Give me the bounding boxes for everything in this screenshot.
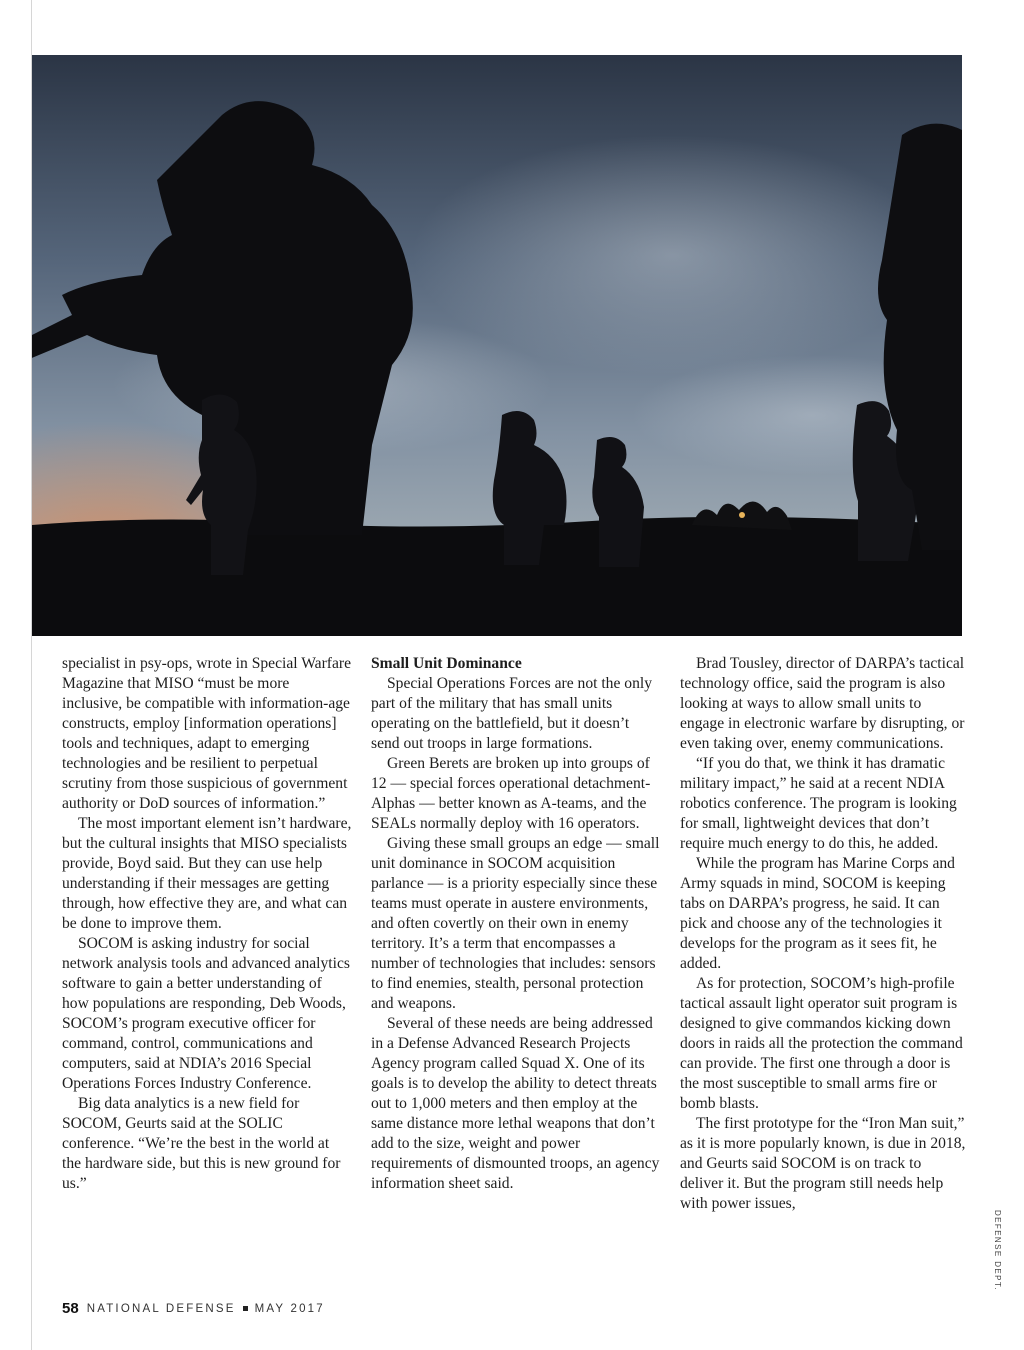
paragraph: Big data analytics is a new field for SOCOM, Geurts said at the SOLIC conference. “We’re the best in the world at the hardware side, but this is new ground for us.” <box>62 1095 341 1192</box>
paragraph: SOCOM is asking industry for social network analysis tools and advanced analytics software to gain a better understanding of how populations are responding, Deb Woods, SOCOM’s program executive officer for command, control, communications and computers, said at NDIA’s 2016 Special Operations Forces Industry Conference. <box>62 935 350 1092</box>
paragraph: Giving these small groups an edge — small unit dominance in SOCOM acquisition parlance — is a priority especially since these teams must operate in austere environments, and often covertly on their own in enemy territory. It’s a term that encompasses a number of technologies that includes: sensors to find enemies, stealth, personal protection and weapons. <box>371 835 660 1012</box>
issue-date: MAY 2017 <box>254 1302 325 1315</box>
page-number: 58 <box>62 1300 79 1317</box>
separator-square-icon <box>243 1306 248 1311</box>
article-column-3 <box>680 654 966 1214</box>
paragraph: specialist in psy-ops, wrote in Special Warfare Magazine that MISO “must be more inclusive, be compatible with information-age constructs, employ [information operations] tools and techniques, adapt to emerging technologies and be resilient to perpetual scrutiny from those suspicious of government authority or DoD sources of information.” <box>62 655 352 812</box>
soldiers-silhouette-photo <box>32 55 962 636</box>
paragraph: The most important element isn’t hardware, but the cultural insights that MISO specialists provide, Boyd said. But they can use help understanding if their messages are getting through, how effective they are, and what can be done to improve them. <box>62 815 352 932</box>
article-column-1 <box>62 654 352 1194</box>
feature-photo <box>32 55 962 636</box>
page-footer <box>62 1300 325 1317</box>
section-heading: Small Unit Dominance <box>371 655 522 672</box>
paragraph: While the program has Marine Corps and Army squads in mind, SOCOM is keeping tabs on DARPA’s progress, he said. It can pick and choose any of the technologies it develops for the program as it sees fit, he added. <box>680 855 955 972</box>
photo-credit: DEFENSE DEPT. <box>993 1210 1002 1291</box>
paragraph: “If you do that, we think it has dramatic military impact,” he said at a recent NDIA robotics conference. The program is looking for small, lightweight devices that don’t require much energy to do this, he added. <box>680 755 957 852</box>
publication-name: NATIONAL DEFENSE <box>86 1302 236 1315</box>
paragraph: As for protection, SOCOM’s high-profile tactical assault light operator suit program is designed to give commandos kicking down doors in raids all the protection the command can provide. The first one through a door is the most susceptible to small arms fire or bomb blasts. <box>680 975 963 1112</box>
paragraph: Brad Tousley, director of DARPA’s tactical technology office, said the program is also looking at ways to allow small units to engage in electronic warfare by disrupting, or even taking over, enemy communications. <box>680 655 965 752</box>
paragraph: Green Berets are broken up into groups of 12 — special forces operational detachment-Alphas — better known as A-teams, and the SEALs normally deploy with 16 operators. <box>371 755 651 832</box>
paragraph: Special Operations Forces are not the only part of the military that has small units operating on the battlefield, but it doesn’t send out troops in large formations. <box>371 675 653 752</box>
article-column-2 <box>371 654 661 1194</box>
paragraph: The first prototype for the “Iron Man suit,” as it is more popularly known, is due in 2018, and Geurts said SOCOM is on track to deliver it. But the program still needs help with power issues, <box>680 1115 966 1212</box>
paragraph: Several of these needs are being addressed in a Defense Advanced Research Projects Agency program called Squad X. One of its goals is to develop the ability to detect threats out to 1,000 meters and then employ at the same distance more lethal weapons that don’t add to the size, weight and power requirements of dismounted troops, an agency information sheet said. <box>371 1015 660 1192</box>
